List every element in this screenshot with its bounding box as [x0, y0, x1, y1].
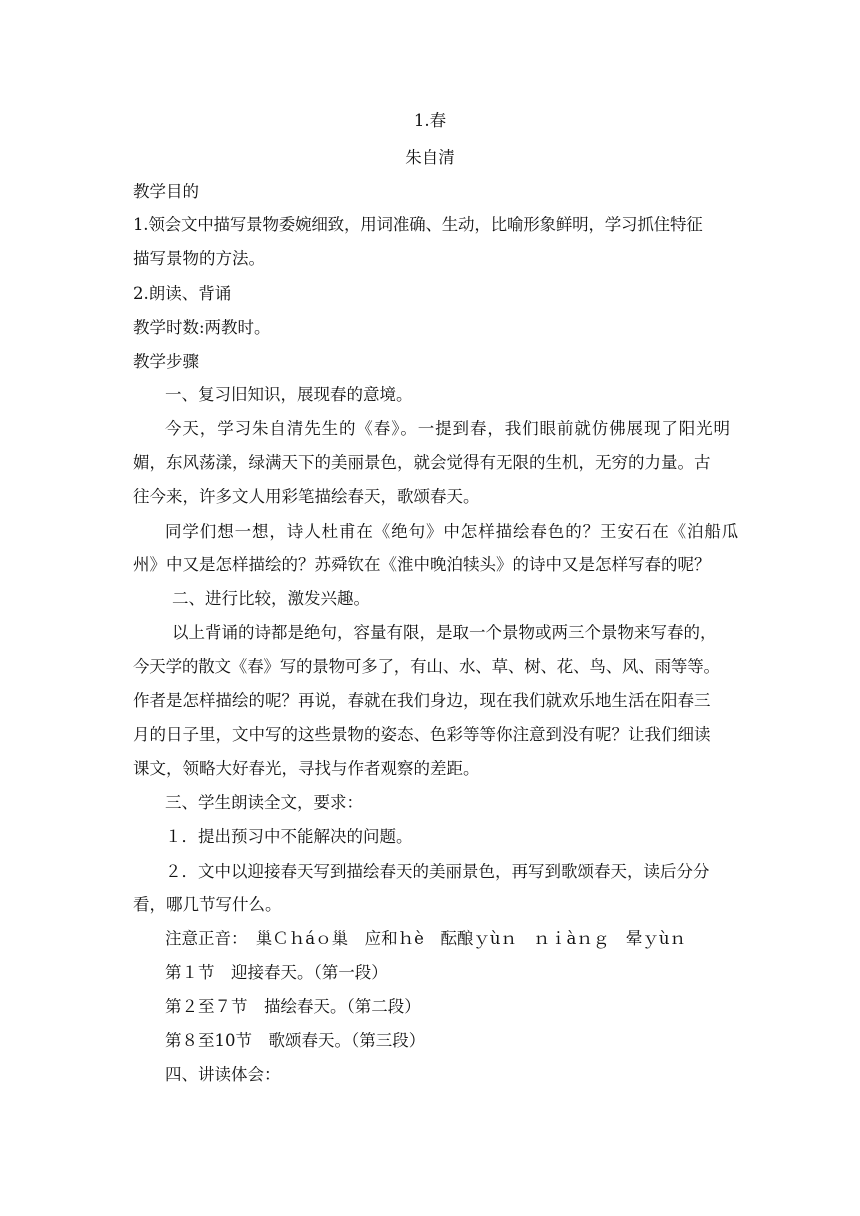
step-heading: 四、讲读体会：	[165, 1065, 281, 1084]
paragraph-line: 看，哪几节写什么。	[133, 895, 282, 914]
paragraph-line: 月的日子里，文中写的这些景物的姿态、色彩等等你注意到没有呢？让我们细读	[133, 725, 711, 744]
paragraph-line: 2.朗读、背诵	[133, 284, 232, 303]
list-item: １．提出预习中不能解决的问题。	[165, 827, 413, 846]
pronunciation-note: 注意正音： 巢Ｃｈáｏ巢 应和ｈè 酝酿ｙùｎ ｎｉàｎｇ 晕ｙùｎ	[165, 929, 686, 948]
paragraph-line: 描写景物的方法。	[133, 249, 265, 268]
outline-item: 第８至10节 歌颂春天。（第三段）	[165, 1031, 426, 1050]
paragraph-line: 今天，学习朱自清先生的《春》。一提到春，我们眼前就仿佛展现了阳光明	[165, 419, 731, 438]
paragraph-line: 往今来，许多文人用彩笔描绘春天，歌颂春天。	[133, 487, 480, 506]
paragraph-line: 作者是怎样描绘的呢？再说，春就在我们身边，现在我们就欢乐地生活在阳春三	[133, 691, 711, 710]
section-heading: 教学步骤	[133, 352, 199, 371]
lesson-title: 1.春	[413, 111, 447, 130]
paragraph-line: 媚，东风荡漾，绿满天下的美丽景色，就会觉得有无限的生机，无穷的力量。古	[133, 453, 711, 472]
step-heading: 二、进行比较，激发兴趣。	[172, 589, 370, 608]
step-heading: 三、学生朗读全文，要求：	[165, 793, 363, 812]
outline-item: 第１节 迎接春天。（第一段）	[165, 963, 388, 982]
list-item: ２．文中以迎接春天写到描绘春天的美丽景色，再写到歌颂春天，读后分分	[165, 862, 710, 881]
paragraph-line: 以上背诵的诗都是绝句，容量有限，是取一个景物或两三个景物来写春的，	[172, 623, 717, 642]
paragraph-line: 今天学的散文《春》写的景物可多了，有山、水、草、树、花、鸟、风、雨等等。	[133, 657, 720, 676]
paragraph-line: 州》中又是怎样描绘的？苏舜钦在《淮中晚泊犊头》的诗中又是怎样写春的呢？	[133, 555, 711, 574]
section-heading: 教学目的	[133, 182, 199, 201]
author-name: 朱自清	[405, 148, 455, 167]
outline-item: 第２至７节 描绘春天。（第二段）	[165, 997, 421, 1016]
paragraph-line: 同学们想一想，诗人杜甫在《绝句》中怎样描绘春色的？王安石在《泊船瓜	[165, 522, 740, 541]
paragraph-line: 课文，领略大好春光，寻找与作者观察的差距。	[133, 759, 480, 778]
step-heading: 一、复习旧知识，展现春的意境。	[165, 385, 413, 404]
paragraph-line: 1.领会文中描写景物委婉细致，用词准确、生动，比喻形象鲜明，学习抓住特征	[133, 215, 703, 234]
paragraph-line: 教学时数:两教时。	[133, 318, 271, 337]
